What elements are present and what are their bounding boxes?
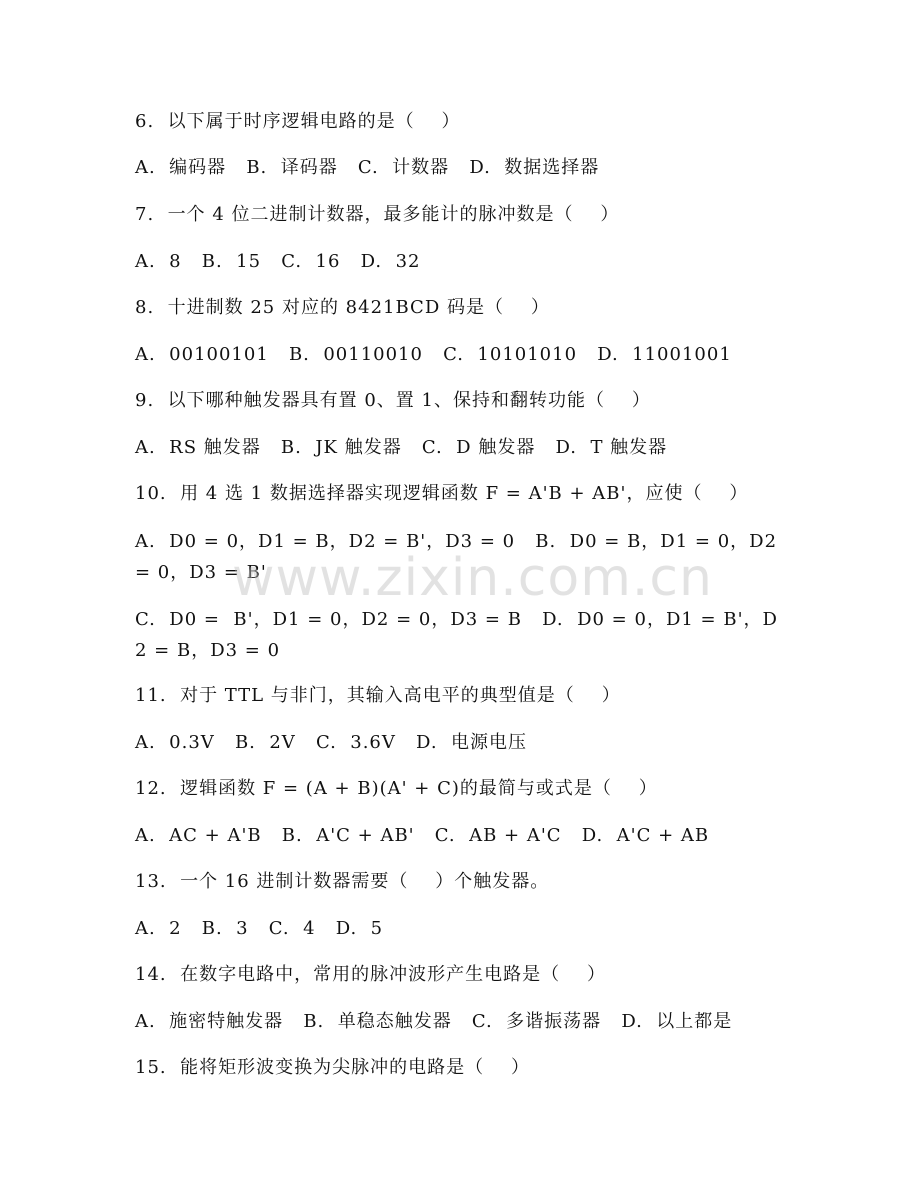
options-12: A. AC + A'B B. A'C + AB' C. AB + A'C D. A'C + AB [135, 825, 710, 846]
question-8: 8. 十进制数 25 对应的 8421BCD 码是（ ） [135, 297, 550, 318]
watermark: www.zixin.com.cn [232, 548, 713, 608]
options-10-cd: C. D0 = B'，D1 = 0，D2 = 0，D3 = B D. D0 = 0，D1 = B'，D2 = B，D3 = 0 [135, 609, 778, 661]
options-11: A. 0.3V B. 2V C. 3.6V D. 电源电压 [135, 732, 528, 753]
options-6: A. 编码器 B. 译码器 C. 计数器 D. 数据选择器 [135, 157, 600, 178]
question-10: 10. 用 4 选 1 数据选择器实现逻辑函数 F = A'B + AB'，应使（ ） [135, 483, 749, 504]
options-8: A. 00100101 B. 00110010 C. 10101010 D. 11001001 [135, 344, 732, 365]
options-10-ab: A. D0 = 0，D1 = B，D2 = B'，D3 = 0 B. D0 = B，D1 = 0，D2 = 0，D3 = B' [135, 531, 784, 583]
question-11: 11. 对于 TTL 与非门，其输入高电平的典型值是（ ） [135, 685, 621, 706]
question-9: 9. 以下哪种触发器具有置 0、置 1、保持和翻转功能（ ） [135, 390, 651, 411]
options-9: A. RS 触发器 B. JK 触发器 C. D 触发器 D. T 触发器 [135, 437, 668, 458]
question-15: 15. 能将矩形波变换为尖脉冲的电路是（ ） [135, 1057, 530, 1078]
question-12: 12. 逻辑函数 F = (A + B)(A' + C)的最简与或式是（ ） [135, 778, 658, 799]
options-13: A. 2 B. 3 C. 4 D. 5 [135, 918, 384, 939]
question-14: 14. 在数字电路中，常用的脉冲波形产生电路是（ ） [135, 964, 606, 985]
question-6: 6. 以下属于时序逻辑电路的是（ ） [135, 111, 461, 132]
options-14: A. 施密特触发器 B. 单稳态触发器 C. 多谐振荡器 D. 以上都是 [135, 1011, 733, 1032]
question-13: 13. 一个 16 进制计数器需要（ ）个触发器。 [135, 871, 550, 892]
options-7: A. 8 B. 15 C. 16 D. 32 [135, 251, 421, 272]
question-7: 7. 一个 4 位二进制计数器，最多能计的脉冲数是（ ） [135, 204, 620, 225]
